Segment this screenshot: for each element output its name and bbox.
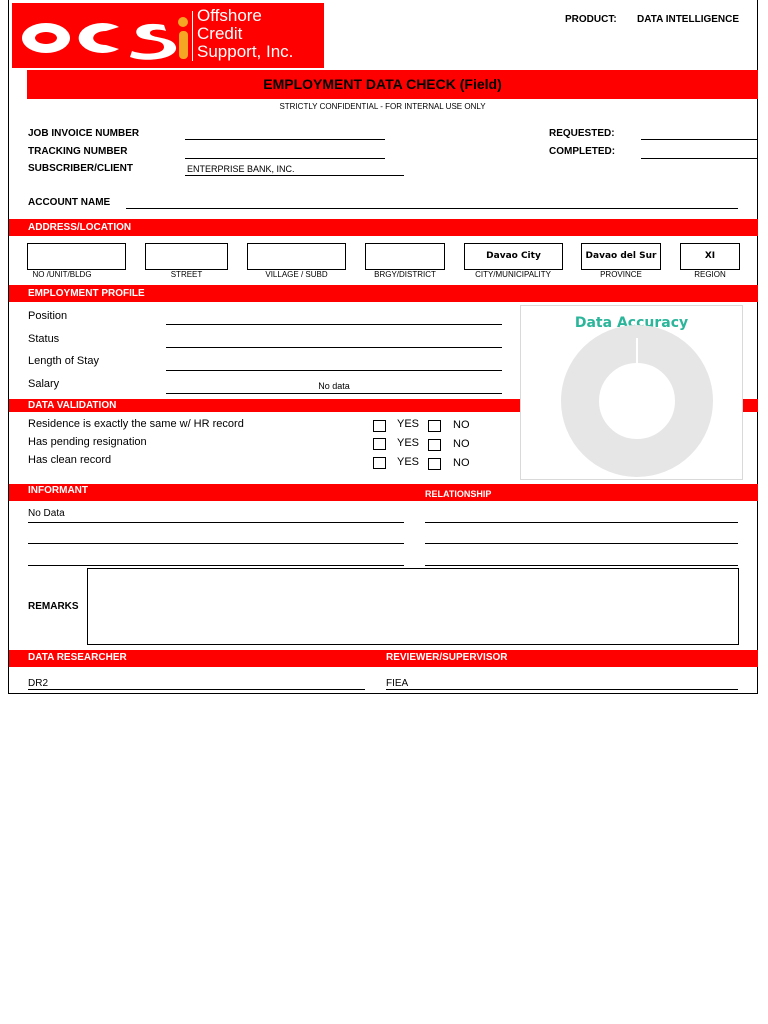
relationship-line-1[interactable] <box>425 522 738 523</box>
account-name-field[interactable] <box>126 208 738 209</box>
ocsi-logo-mark-icon <box>14 7 194 67</box>
reviewer-field[interactable] <box>386 689 738 690</box>
residence-yes-checkbox[interactable] <box>373 420 386 432</box>
resignation-label: Has pending resignation <box>28 436 147 448</box>
clean-record-label: Has clean record <box>28 454 112 466</box>
logo-text <box>197 7 293 61</box>
residence-no-checkbox[interactable] <box>428 420 441 432</box>
logo-divider <box>192 11 193 61</box>
relationship-line-3[interactable] <box>425 565 738 566</box>
product-label: PRODUCT: <box>565 14 617 25</box>
completed-field[interactable] <box>641 158 758 159</box>
subscriber-field[interactable] <box>185 175 404 176</box>
validation-section-bar-right <box>743 399 758 412</box>
resignation-no-label: NO <box>453 438 470 450</box>
tracking-field[interactable] <box>185 158 385 159</box>
job-invoice-label: JOB INVOICE NUMBER <box>28 128 140 139</box>
relationship-label: RELATIONSHIP <box>425 489 492 499</box>
requested-label: REQUESTED: <box>549 128 615 139</box>
address-street-caption: STREET <box>170 270 203 279</box>
residence-yes-label: YES <box>397 418 420 430</box>
logo-line-3: Support, Inc. <box>197 42 294 61</box>
subscriber-value: ENTERPRISE BANK, INC. <box>187 164 295 174</box>
salary-value: No data <box>318 381 350 391</box>
status-label: Status <box>28 333 60 345</box>
completed-label: COMPLETED: <box>549 146 616 157</box>
researcher-field[interactable] <box>28 689 365 690</box>
logo-line-1: Offshore <box>197 6 262 25</box>
informant-name-1: No Data <box>28 508 65 519</box>
footer-section-bar <box>9 650 758 667</box>
employment-section-bar <box>9 285 758 302</box>
subscriber-label: SUBSCRIBER/CLIENT <box>28 163 134 174</box>
data-accuracy-chart <box>520 305 743 480</box>
address-unit-box[interactable] <box>27 243 126 270</box>
page-title: EMPLOYMENT DATA CHECK (Field) <box>263 76 502 92</box>
account-name-label: ACCOUNT NAME <box>28 197 111 208</box>
address-section-bar <box>9 219 758 236</box>
length-of-stay-field[interactable] <box>166 370 502 371</box>
clean-record-no-checkbox[interactable] <box>428 458 441 470</box>
company-logo <box>12 3 324 68</box>
clean-record-no-label: NO <box>453 457 470 469</box>
address-city-caption: CITY/MUNICIPALITY <box>475 270 551 279</box>
informant-name-line-3[interactable] <box>28 565 404 566</box>
residence-no-label: NO <box>453 419 470 431</box>
address-section-label: ADDRESS/LOCATION <box>28 222 132 233</box>
clean-record-yes-checkbox[interactable] <box>373 457 386 469</box>
resignation-no-checkbox[interactable] <box>428 439 441 451</box>
position-field[interactable] <box>166 324 502 325</box>
informant-name-line-2[interactable] <box>28 543 404 544</box>
reviewer-label: REVIEWER/SUPERVISOR <box>386 652 508 663</box>
address-region-value: XI <box>704 251 716 261</box>
product-value: DATA INTELLIGENCE <box>637 14 740 25</box>
address-unit-caption: NO /UNIT/BLDG <box>32 270 92 279</box>
reviewer-value: FIEA <box>386 678 409 689</box>
address-brgy-box[interactable] <box>365 243 445 270</box>
address-province-caption: PROVINCE <box>600 270 642 279</box>
remarks-label: REMARKS <box>28 601 79 612</box>
address-city-value: Davao City <box>486 251 541 261</box>
remarks-box[interactable] <box>87 568 739 645</box>
chart-svg <box>521 306 742 479</box>
address-brgy-caption: BRGY/DISTRICT <box>374 270 436 279</box>
address-street-box[interactable] <box>145 243 228 270</box>
clean-record-yes-label: YES <box>397 456 420 468</box>
status-field[interactable] <box>166 347 502 348</box>
address-village-caption: VILLAGE / SUBD <box>265 270 328 279</box>
address-region-caption: REGION <box>694 270 726 279</box>
researcher-label: DATA RESEARCHER <box>28 652 127 663</box>
salary-field[interactable] <box>166 393 502 394</box>
chart-title: Data Accuracy <box>574 315 689 331</box>
salary-label: Salary <box>28 378 60 390</box>
logo-line-2: Credit <box>197 24 243 43</box>
address-province-value: Davao del Sur <box>585 251 657 261</box>
researcher-value: DR2 <box>28 678 49 689</box>
resignation-yes-checkbox[interactable] <box>373 438 386 450</box>
relationship-line-2[interactable] <box>425 543 738 544</box>
validation-section-label: DATA VALIDATION <box>28 400 117 411</box>
informant-name-line-1[interactable] <box>28 522 404 523</box>
resignation-yes-label: YES <box>397 437 420 449</box>
informant-section-label: INFORMANT <box>28 485 88 496</box>
confidential-note: STRICTLY CONFIDENTIAL - FOR INTERNAL USE ONLY <box>279 102 486 111</box>
informant-section-bar <box>9 484 758 501</box>
employment-section-label: EMPLOYMENT PROFILE <box>28 288 145 299</box>
requested-field[interactable] <box>641 139 758 140</box>
residence-label: Residence is exactly the same w/ HR record <box>28 418 244 430</box>
address-village-box[interactable] <box>247 243 346 270</box>
tracking-label: TRACKING NUMBER <box>28 146 128 157</box>
length-of-stay-label: Length of Stay <box>28 355 99 367</box>
position-label: Position <box>28 310 68 322</box>
job-invoice-field[interactable] <box>185 139 385 140</box>
